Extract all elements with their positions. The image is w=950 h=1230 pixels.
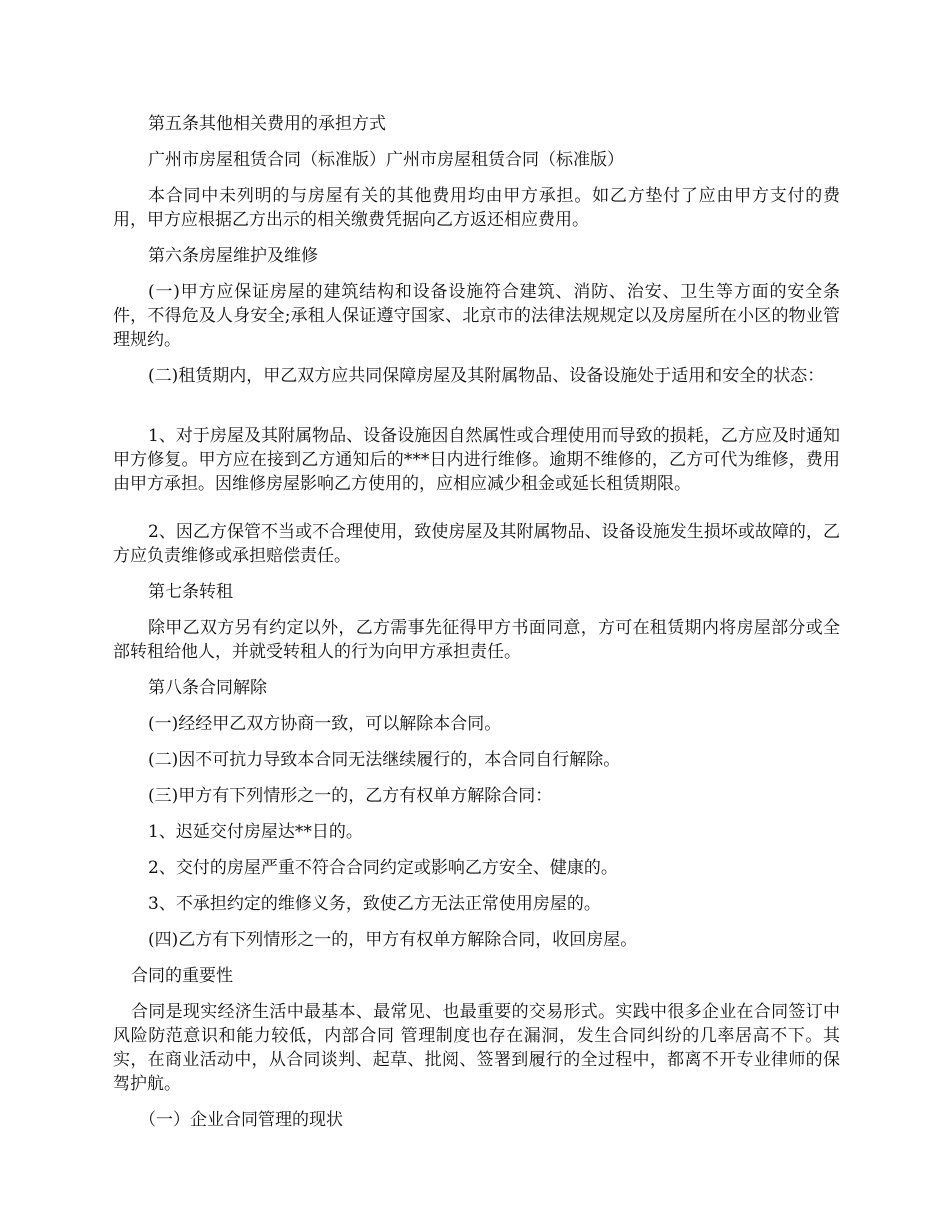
article-6-clause-1: (一)甲方应保证房屋的建筑结构和设备设施符合建筑、消防、治安、卫生等方面的安全条件，不得危及人身安全;承租人保证遵守国家、北京市的法律法规规定以及房屋所在小区的物业管理规约。 — [113, 282, 840, 350]
article-8-item-2: 2、交付的房屋严重不符合合同约定或影响乙方安全、健康的。 — [148, 858, 618, 878]
article-8-heading: 第八条合同解除 — [148, 678, 267, 698]
article-6-clause-2: (二)租赁期内，甲乙双方应共同保障房屋及其附属物品、设备设施处于适用和安全的状态： — [148, 366, 825, 386]
importance-body: 合同是现实经济生活中最基本、最常见、也最重要的交易形式。实践中很多企业在合同签订中 风险防范意识和能力较低，内部合同 管理制度也存在漏洞，发生合同纠纷的几率居高不下。其实，在商业活动中，从合同谈判、起草、批阅、签署到履行的全过程中，都离不开专业律师的保驾护航。 — [113, 1002, 840, 1094]
article-7-heading: 第七条转租 — [148, 582, 233, 602]
importance-heading: 合同的重要性 — [131, 966, 233, 986]
article-6-heading: 第六条房屋维护及维修 — [148, 246, 318, 266]
article-8-item-3: 3、不承担约定的维修义务，致使乙方无法正常使用房屋的。 — [148, 894, 601, 914]
contract-title-line: 广州市房屋租赁合同（标准版）广州市房屋租赁合同（标准版） — [148, 150, 624, 170]
article-8-clause-3: (三)甲方有下列情形之一的，乙方有权单方解除合同： — [148, 786, 553, 806]
article-8-item-1: 1、迟延交付房屋达**日的。 — [148, 822, 363, 842]
article-5-heading: 第五条其他相关费用的承担方式 — [148, 114, 386, 134]
article-6-item-1: 1、对于房屋及其附属物品、设备设施因自然属性或合理使用而导致的损耗，乙方应及时通知甲方修复。甲方应在接到乙方通知后的***日内进行维修。逾期不维修的，乙方可代为维修，费用由甲方承担。因维修房屋影响乙方使用的，应相应减少租金或延长租赁期限。 — [113, 426, 840, 494]
article-8-clause-2: (二)因不可抗力导致本合同无法继续履行的，本合同自行解除。 — [148, 750, 621, 770]
article-7-body: 除甲乙双方另有约定以外，乙方需事先征得甲方书面同意，方可在租赁期内将房屋部分或全部转租给他人，并就受转租人的行为向甲方承担责任。 — [113, 618, 840, 662]
article-8-clause-1: (一)经经甲乙双方协商一致，可以解除本合同。 — [148, 714, 502, 734]
article-6-item-2: 2、因乙方保管不当或不合理使用，致使房屋及其附属物品、设备设施发生损坏或故障的，乙方应负责维修或承担赔偿责任。 — [113, 522, 840, 566]
article-8-clause-4: (四)乙方有下列情形之一的，甲方有权单方解除合同，收回房屋。 — [148, 930, 638, 950]
management-status-heading: （一）企业合同管理的现状 — [139, 1110, 343, 1130]
article-5-body: 本合同中未列明的与房屋有关的其他费用均由甲方承担。如乙方垫付了应由甲方支付的费用，甲方应根据乙方出示的相关缴费凭据向乙方返还相应费用。 — [113, 186, 840, 230]
